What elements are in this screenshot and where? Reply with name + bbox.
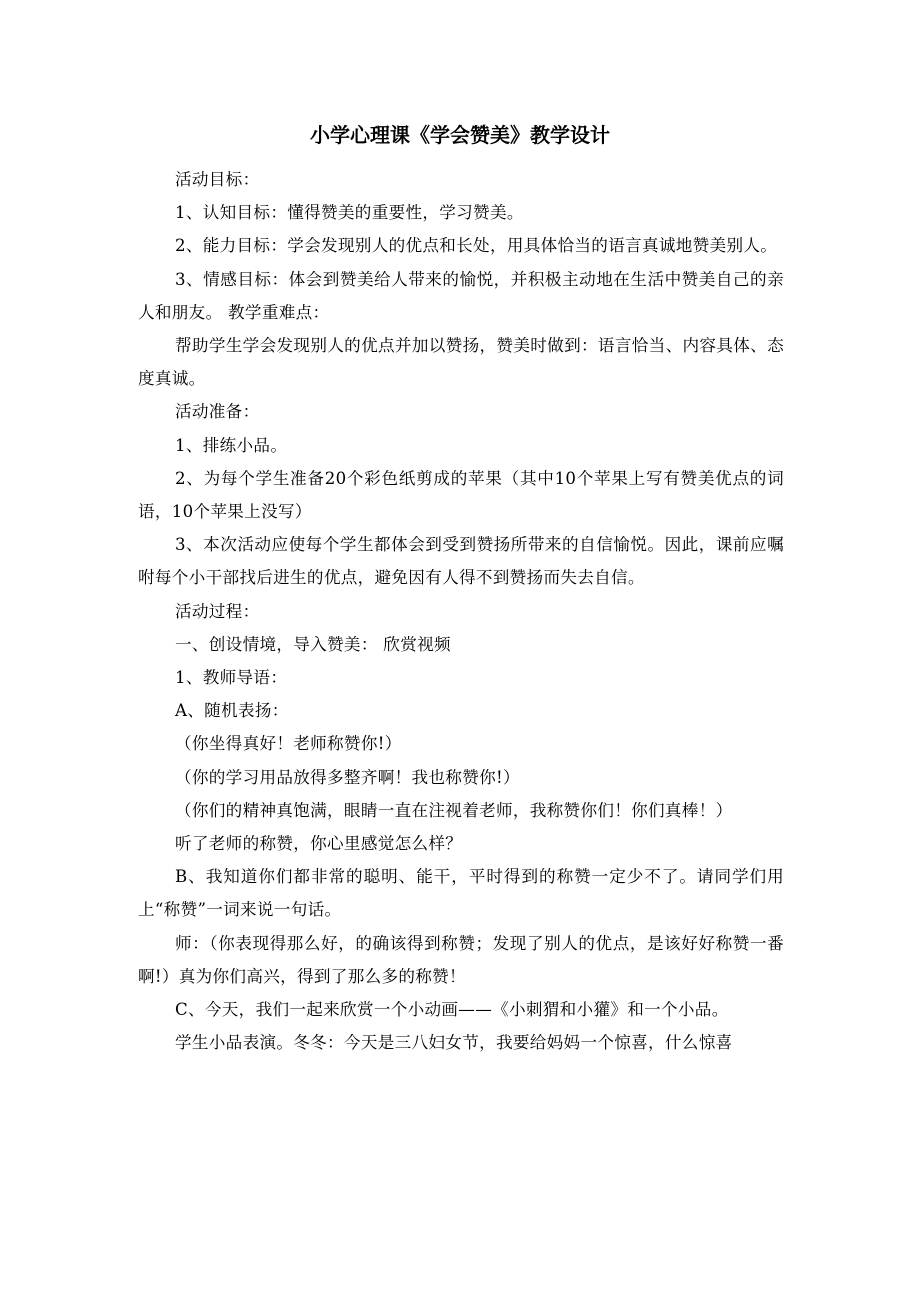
paragraph: 3、本次活动应使每个学生都体会到受到赞扬所带来的自信愉悦。因此，课前应嘱咐每个小干部找后进生的优点，避免因有人得不到赞扬而失去自信。 — [138, 535, 784, 588]
paragraph: （你的学习用品放得多整齐啊！我也称赞你!） — [175, 767, 520, 787]
paragraph: A、随机表扬： — [175, 701, 289, 721]
document-title: 小学心理课《学会赞美》教学设计 — [310, 123, 610, 147]
paragraph: 活动准备： — [175, 402, 260, 422]
document-body — [138, 163, 784, 1059]
paragraph: 1、排练小品。 — [175, 435, 288, 455]
paragraph: 活动目标： — [175, 170, 260, 189]
paragraph: 1、教师导语： — [175, 668, 288, 688]
paragraph: 帮助学生学会发现别人的优点并加以赞扬，赞美时做到：语言恰当、内容具体、态度真诚。 — [138, 336, 784, 389]
paragraph: 2、为每个学生准备20个彩色纸剪成的苹果（其中10个苹果上写有赞美优点的词语，10个苹果上没写） — [138, 468, 784, 522]
paragraph: B、我知道你们都非常的聪明、能干，平时得到的称赞一定少不了。请同学们用上“称赞”一词来说一句话。 — [138, 867, 784, 920]
paragraph: C、今天，我们一起来欣赏一个小动画——《小刺猬和小獾》和一个小品。 — [175, 1000, 729, 1020]
paragraph: （你们的精神真饱满，眼睛一直在注视着老师，我称赞你们！你们真棒！） — [175, 800, 733, 820]
paragraph: （你坐得真好！老师称赞你!） — [175, 734, 402, 754]
paragraph: 1、认知目标：懂得赞美的重要性，学习赞美。 — [175, 203, 524, 223]
paragraph: 师：（你表现得那么好，的确该得到称赞；发现了别人的优点，是该好好称赞一番啊!）真为你们高兴，得到了那么多的称赞！ — [138, 933, 784, 986]
paragraph: 2、能力目标：学会发现别人的优点和长处，用具体恰当的语言真诚地赞美别人。 — [175, 236, 778, 256]
paragraph: 活动过程： — [175, 601, 260, 621]
paragraph: 学生小品表演。冬冬：今天是三八妇女节，我要给妈妈一个惊喜，什么惊喜 — [175, 1033, 733, 1053]
paragraph: 一、创设情境，导入赞美： 欣赏视频 — [175, 634, 451, 654]
paragraph: 听了老师的称赞，你心里感觉怎么样？ — [175, 834, 463, 854]
paragraph: 3、情感目标：体会到赞美给人带来的愉悦，并积极主动地在生活中赞美自己的亲人和朋友。 教学重难点： — [138, 269, 784, 322]
